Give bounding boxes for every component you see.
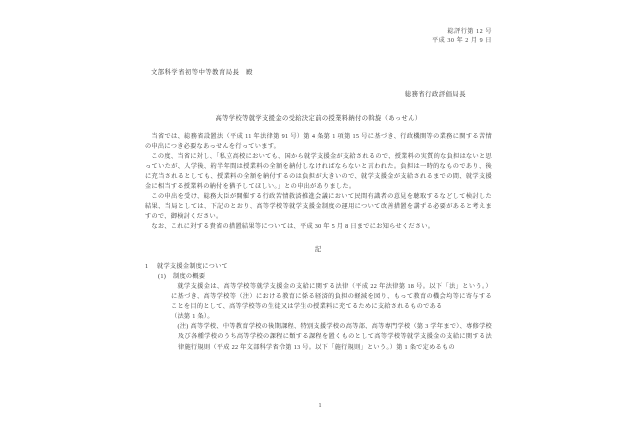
subsection-body: 就学支援金は、高等学校等就学支援金の支給に関する法律（平成 22 年法律第 18 号。以下「法」という。）に基づき、高等学校等（注）における教育に係る経済的負担の軽減を図り、もって教育の機会均等に寄与することを目的として、高等学校等の生徒又は学生の授業料に充てるために支給されるものである xyxy=(171,283,492,311)
ki-mark: 記 xyxy=(314,246,323,254)
body-paragraph: この申出を受け、総務大臣が開催する行政苦情救済推進会議において民間有識者の意見を聴取するなどして検討した結果、当局としては、下記のとおり、高等学校等就学支援金制度の運用について改善措置を講ずる必要があると考えますので、御検討ください。 xyxy=(145,192,492,221)
body-paragraphs xyxy=(145,132,492,232)
section-heading-1 xyxy=(145,262,492,272)
page-number: 1 xyxy=(318,403,322,409)
subsection-heading-1-1 xyxy=(145,272,492,282)
document-number: 総評行第 12 号 xyxy=(447,29,492,35)
subsection-number: (1) xyxy=(158,273,167,281)
document-content xyxy=(145,0,492,426)
numbered-sections xyxy=(145,262,492,352)
section-title: 就学支援金制度について xyxy=(157,263,229,271)
document-date: 平成 30 年 2 月 9 日 xyxy=(431,37,492,44)
document-title: 高等学校等就学支援金の受給決定前の授業料納付の斡旋（あっせん） xyxy=(215,114,422,122)
subsection-title: 制度の概要 xyxy=(173,273,206,281)
body-paragraph: この度、当省に対し、「私立高校においても、国から就学支援金が支給されるので、授業料の実質的な負担はないと思っていたが、入学後、約半年間は授業料の全額を納付しなければならないと言われた。負担は一時的なものであり、後に充当されるとしても、授業料の全額を納付するのは負担が大きいので、就学支援金が支給されるまでの間、就学支援金に相当する授業料の納付を猶予してほしい。」との申出がありました。 xyxy=(145,152,492,190)
sender-line: 総務省行政評価局長 xyxy=(404,90,466,98)
section-number: 1 xyxy=(145,263,149,271)
body-paragraph: なお、これに対する貴省の措置結果等については、平成 30 年 5 月 8 日までにお知らせください。 xyxy=(151,223,435,231)
footnote-label: (注) xyxy=(177,323,189,331)
addressee-line: 文部科学省初等中等教育局長 殿 xyxy=(151,68,253,76)
footnote-body: 高等学校、中等教育学校の後期課程、特別支援学校の高等部、高等専門学校（第 3 学年まで）、専修学校及び各種学校のうち高等学校の課程に類する課程を置くものとして高等学校等就学支援金の支給に関する法律施行規則（平成 22 年文部科学省令第 13 号。以下「施行規則」という。）第 1 条で定めるもの xyxy=(178,323,493,351)
footnote-text xyxy=(145,322,492,352)
body-paragraph: 当省では、総務省設置法（平成 11 年法律第 91 号）第 4 条第 1 項第 15 号に基づき、行政機関等の業務に関する苦情の申出につき必要なあっせんを行っています。 xyxy=(145,132,492,150)
subsection-reference: （法第 1 条）。 xyxy=(171,313,214,321)
document-header-block xyxy=(145,28,492,46)
